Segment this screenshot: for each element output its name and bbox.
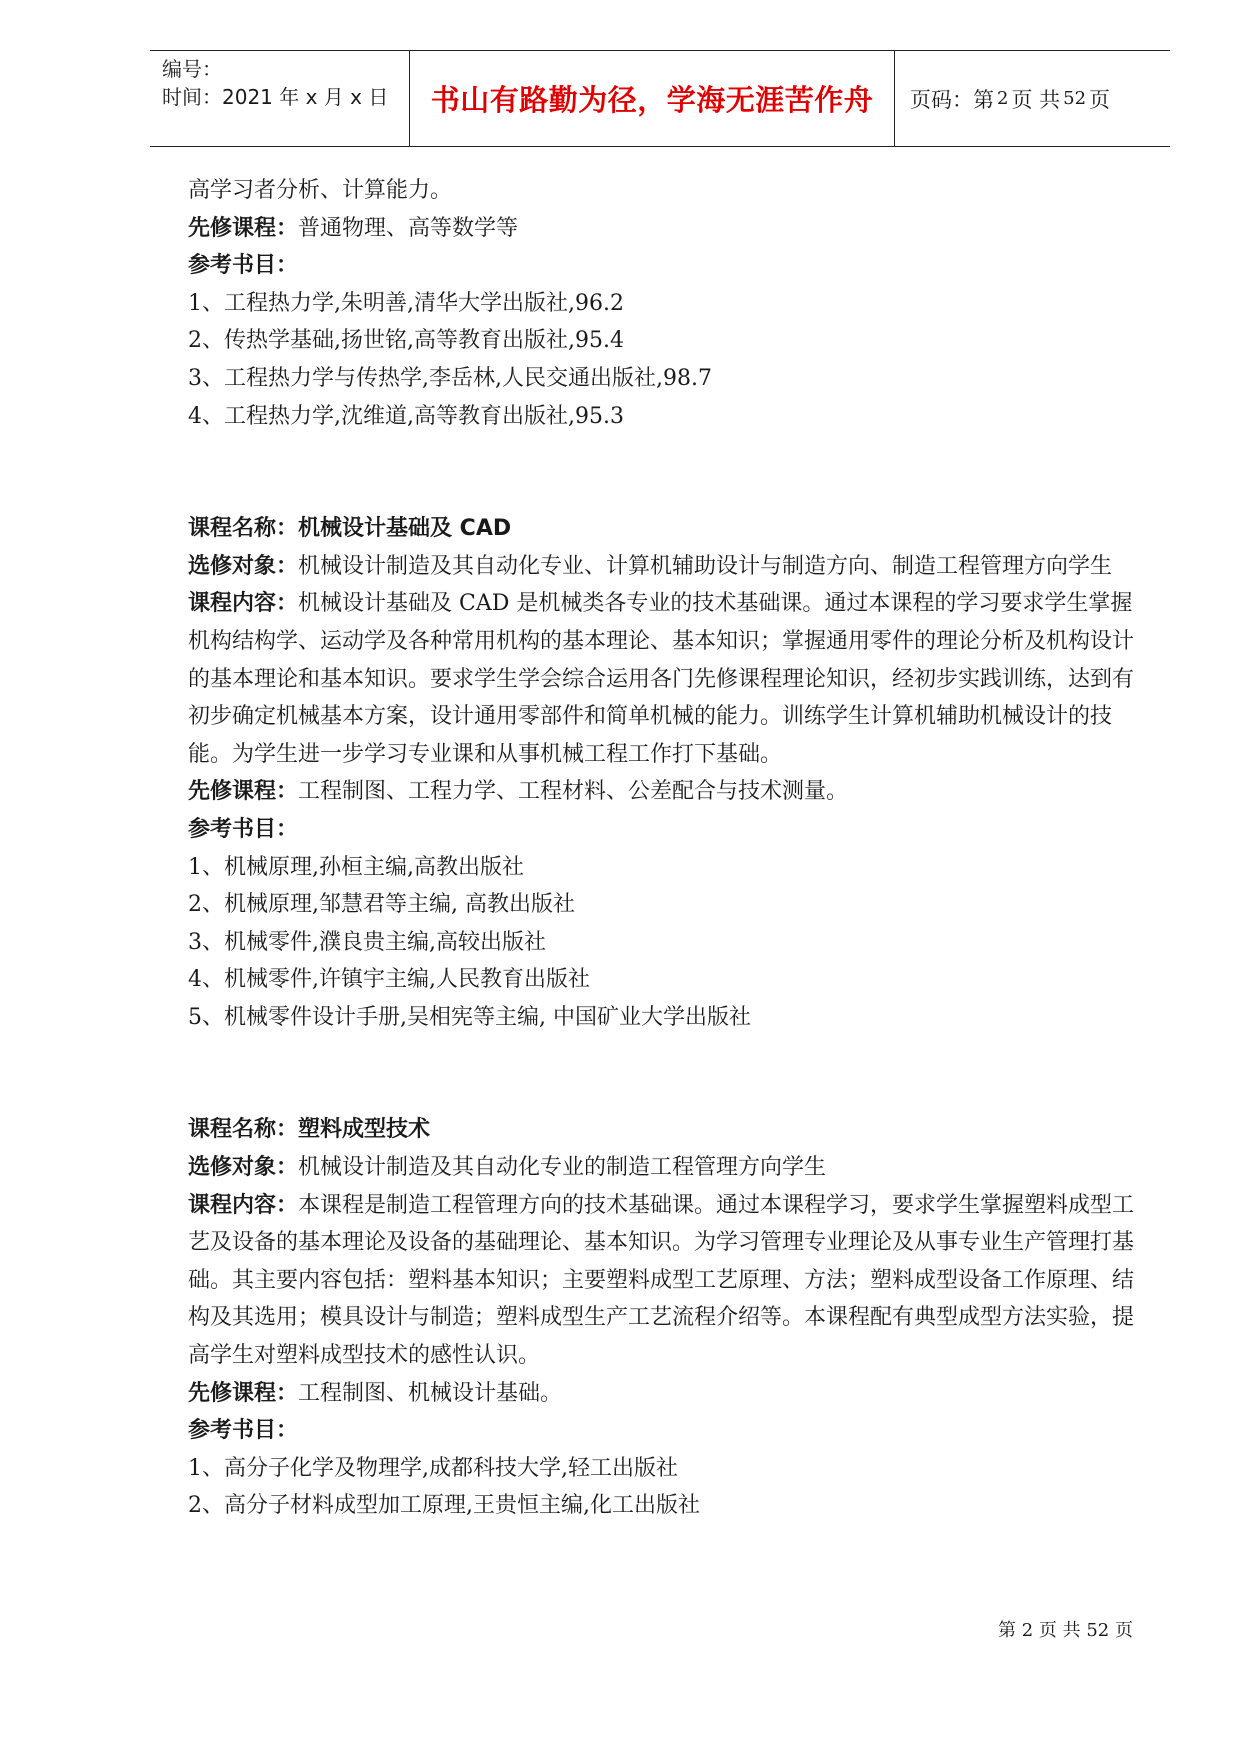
course-name: 塑料成型技术	[298, 1117, 431, 1143]
footer-current: 2	[1021, 1620, 1034, 1641]
prereq-label: 先修课程：	[188, 1380, 299, 1406]
header-meta	[162, 55, 388, 111]
target-line	[188, 1149, 1138, 1187]
target-line	[188, 548, 1138, 586]
content-text: 本课程是制造工程管理方向的技术基础课。通过本课程学习，要求学生掌握塑料成型工艺及设备的基本理论及设备的基础理论、基本知识。为学习管理专业理论及从事专业生产管理打基础。其主要内容包括：塑料基本知识；主要塑料成型工艺原理、方法；塑料成型设备工作原理、结构及其选用；模具设计与制造；塑料成型生产工艺流程介绍等。本课程配有典型成型方法实验，提高学生对塑料成型技术的感性认识。	[188, 1192, 1135, 1369]
course-name-label: 课程名称：	[188, 1117, 299, 1143]
ref-item: 4、工程热力学,沈维道,高等教育出版社,95.3	[188, 403, 624, 429]
header-page-info	[910, 51, 1110, 146]
header-divider	[894, 51, 895, 146]
ref-item: 2、传热学基础,扬世铭,高等教育出版社,95.4	[188, 328, 624, 354]
prereq-label: 先修课程：	[188, 215, 299, 241]
target-text: 机械设计制造及其自动化专业、计算机辅助设计与制造方向、制造工程管理方向学生	[298, 553, 1113, 579]
header-page-total: 52	[1063, 88, 1087, 109]
ref-item: 3、机械零件,濮良贵主编,高较出版社	[188, 929, 546, 955]
prereq-line	[188, 773, 1138, 811]
content-label: 课程内容：	[188, 1192, 299, 1218]
continued-text: 高学习者分析、计算能力。	[188, 178, 453, 203]
prereq-line	[188, 210, 1138, 248]
target-text: 机械设计制造及其自动化专业的制造工程管理方向学生	[298, 1155, 827, 1181]
ref-item: 2、高分子材料成型加工原理,王贵恒主编,化工出版社	[188, 1493, 700, 1519]
content-text: 机械设计基础及 CAD 是机械类各专业的技术基础课。通过本课程的学习要求学生掌握机构结构学、运动学及各种常用机构的基本理论、基本知识；掌握通用零件的理论分析及机构设计的基本理论和基本知识。要求学生学会综合运用各门先修课程理论知识，经初步实践训练，达到有初步确定机械基本方案，设计通用零部件和简单机械的能力。训练学生计算机辅助机械设计的技能。为学生进一步学习专业课和从事机械工程工作打下基础。	[188, 591, 1135, 767]
header-page-current: 2	[997, 88, 1009, 109]
header-time: 时间：2021 年 x 月 x 日	[162, 85, 389, 109]
ref-item: 1、机械原理,孙桓主编,高教出版社	[188, 854, 524, 880]
ref-item: 1、工程热力学,朱明善,清华大学出版社,96.2	[188, 290, 624, 316]
footer-total: 52	[1086, 1620, 1110, 1641]
header-page-mid: 页 共	[1011, 87, 1061, 112]
content-line	[188, 585, 1138, 773]
ref-item: 2、机械原理,邹慧君等主编, 高教出版社	[188, 892, 575, 918]
refs-label: 参考书目：	[188, 816, 299, 842]
ref-item: 5、机械零件设计手册,吴相宪等主编, 中国矿业大学出版社	[188, 1004, 751, 1030]
header-number-label: 编号：	[162, 57, 222, 81]
target-label: 选修对象：	[188, 553, 299, 579]
header-motto: 书山有路勤为径，学海无涯苦作舟	[430, 83, 874, 117]
prereq-line	[188, 1375, 1138, 1413]
ref-item: 4、机械零件,许镇宇主编,人民教育出版社	[188, 967, 590, 993]
header-page-prefix: 页码：第	[910, 87, 994, 112]
refs-label: 参考书目：	[188, 253, 299, 279]
target-label: 选修对象：	[188, 1155, 299, 1181]
footer-mid: 页 共	[1038, 1620, 1081, 1641]
page-footer	[998, 1616, 1133, 1642]
footer-prefix: 第	[997, 1620, 1016, 1641]
prereq-text: 普通物理、高等数学等	[298, 215, 519, 241]
header-page-suffix: 页	[1089, 87, 1111, 112]
document-body	[188, 172, 1138, 1525]
footer-suffix: 页	[1115, 1620, 1133, 1641]
prereq-text: 工程制图、机械设计基础。	[298, 1380, 563, 1406]
content-line	[188, 1187, 1138, 1375]
course-name-label: 课程名称：	[188, 516, 299, 542]
content-label: 课程内容：	[188, 591, 299, 617]
refs-label: 参考书目：	[188, 1418, 299, 1444]
course-name-line	[188, 510, 1138, 548]
ref-item: 1、高分子化学及物理学,成都科技大学,轻工出版社	[188, 1455, 678, 1481]
prereq-label: 先修课程：	[188, 779, 299, 805]
page-header	[150, 50, 1170, 147]
course-name: 机械设计基础及 CAD	[298, 516, 512, 542]
course-name-line	[188, 1111, 1138, 1149]
ref-item: 3、工程热力学与传热学,李岳林,人民交通出版社,98.7	[188, 365, 712, 391]
prereq-text: 工程制图、工程力学、工程材料、公差配合与技术测量。	[298, 779, 849, 805]
